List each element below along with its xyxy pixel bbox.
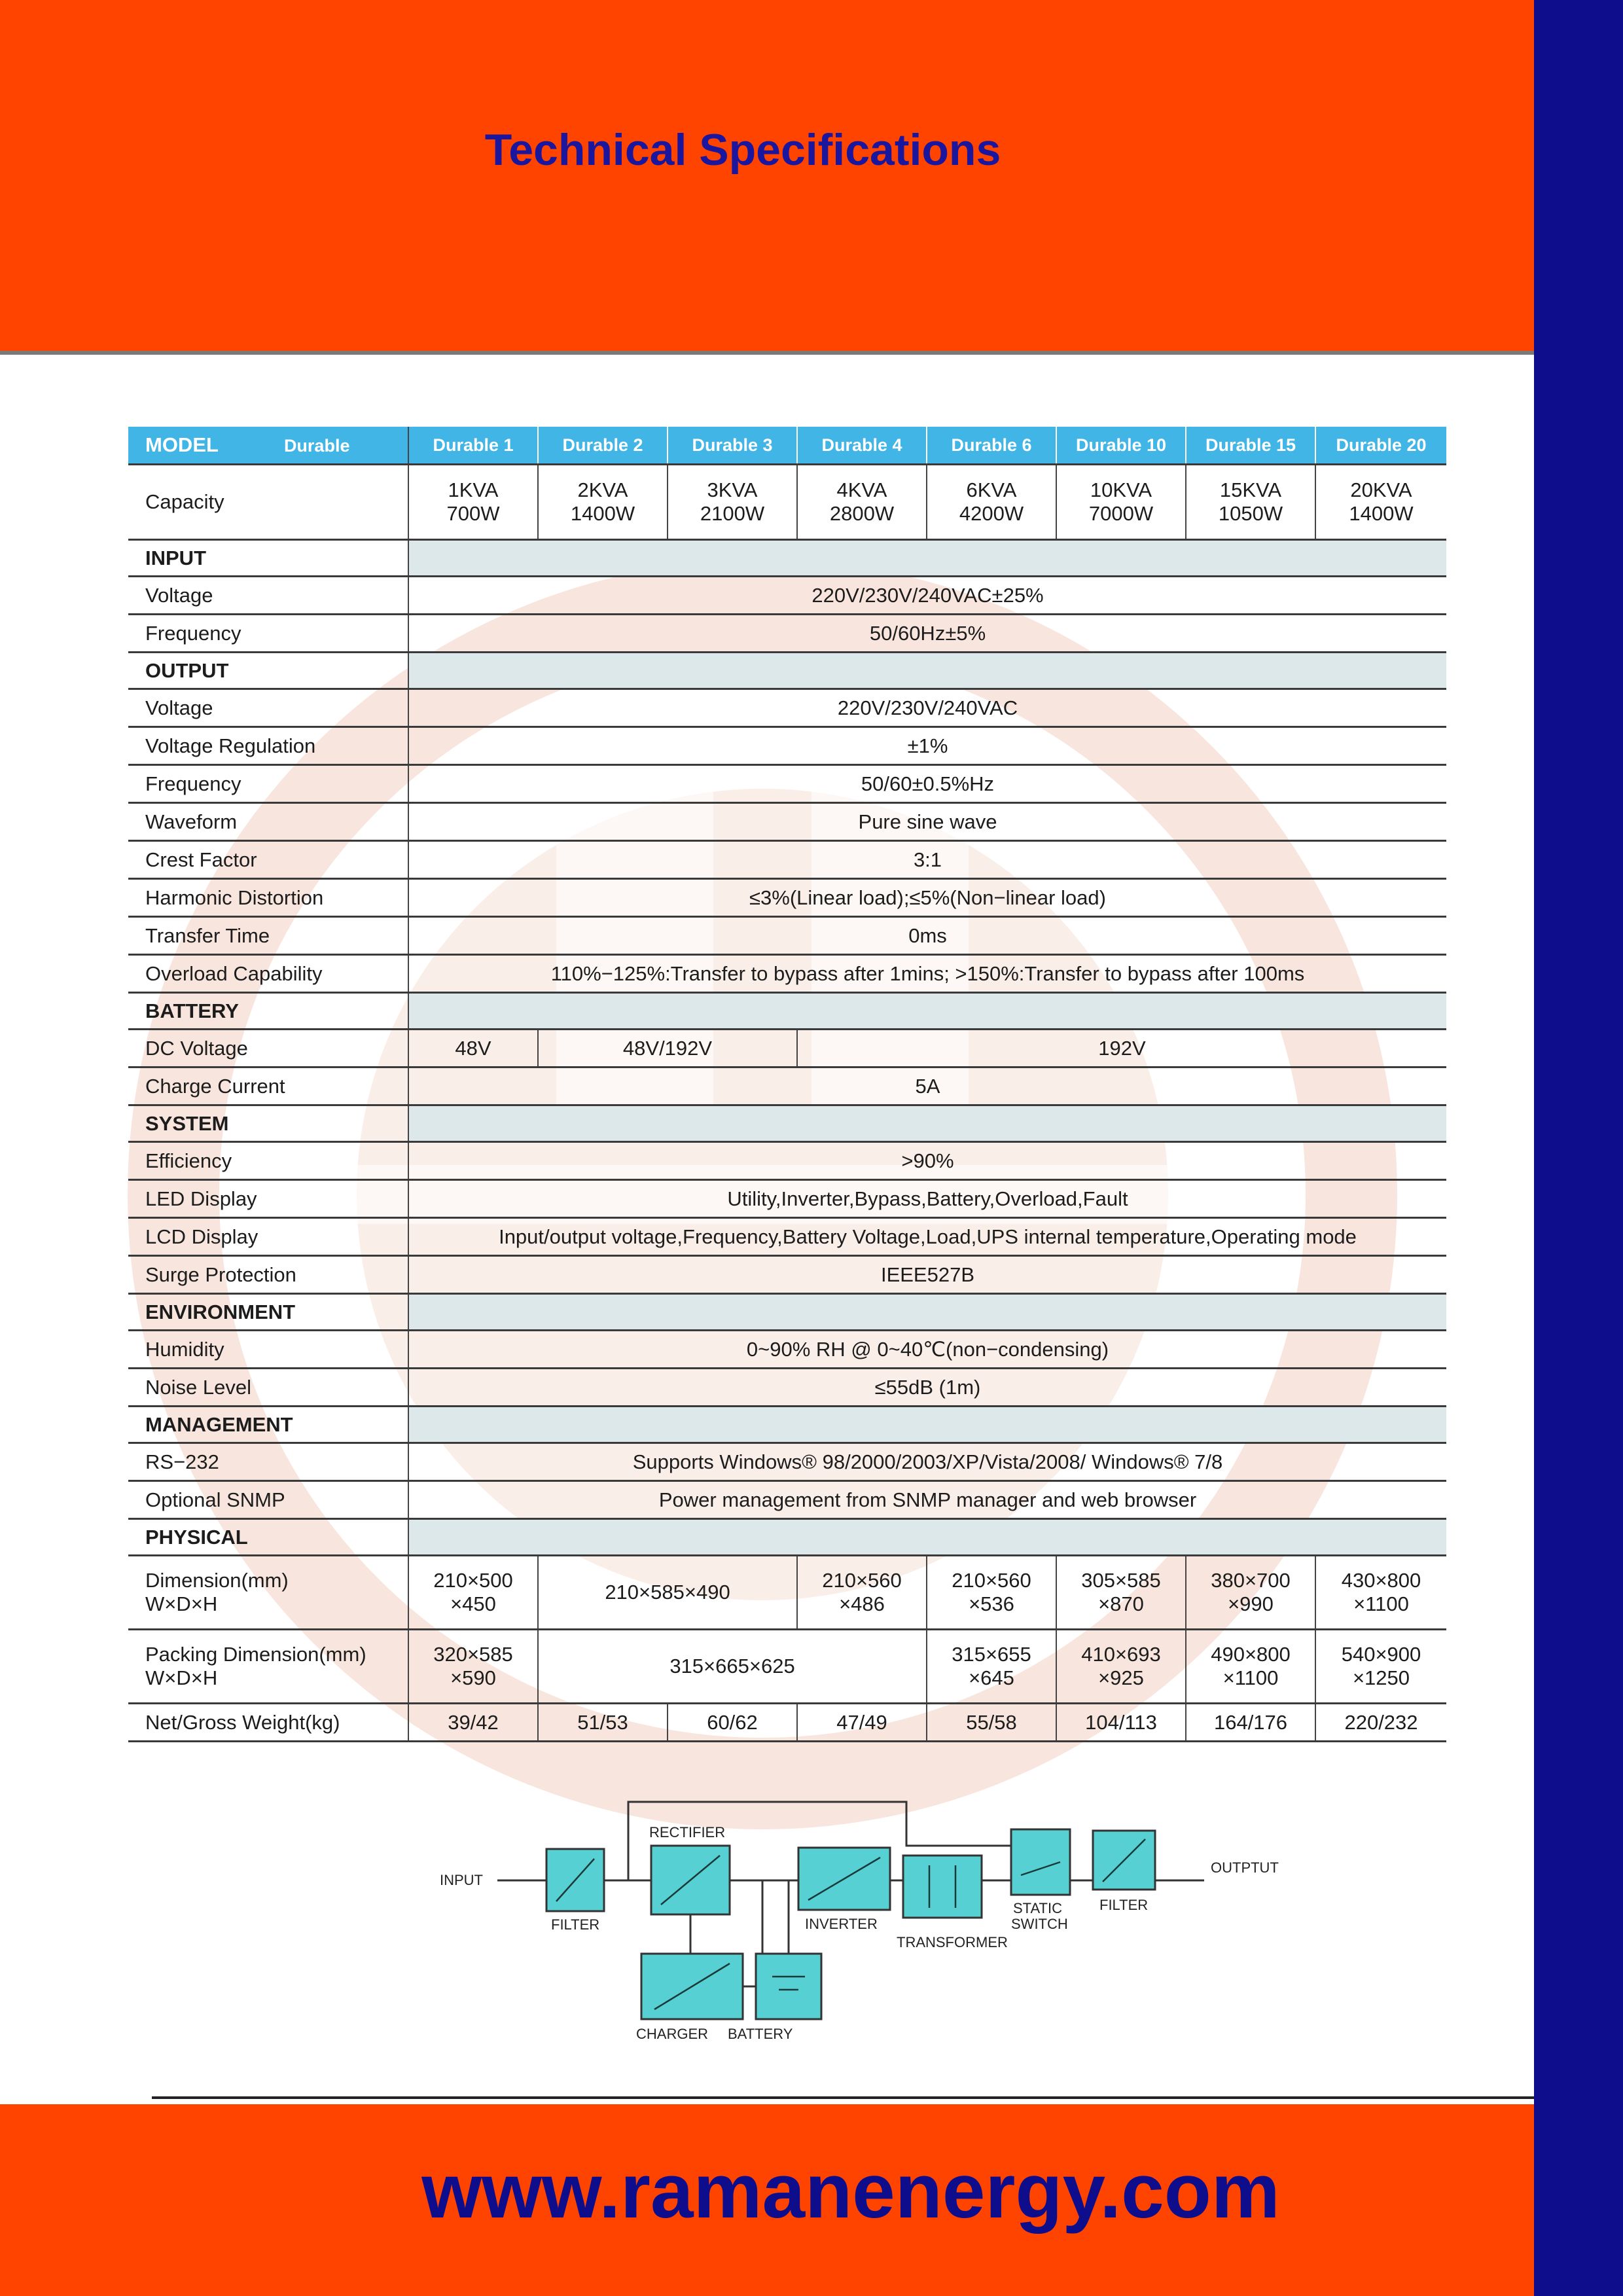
row-label: Voltage bbox=[128, 577, 408, 615]
model-cell: Durable 1 bbox=[408, 427, 538, 465]
row-value: 50/60±0.5%Hz bbox=[408, 765, 1446, 803]
model-cell: Durable 6 bbox=[927, 427, 1056, 465]
website-link[interactable]: www.ramanenergy.com bbox=[421, 2148, 1280, 2234]
diagram-label: STATIC bbox=[1013, 1900, 1062, 1916]
packing-value: 490×800 bbox=[1211, 1643, 1291, 1666]
row-value: Power management from SNMP manager and web browser bbox=[408, 1481, 1446, 1519]
row-label: RS−232 bbox=[128, 1443, 408, 1481]
dimension-value: 305×585 bbox=[1081, 1569, 1161, 1592]
diagram-label: BATTERY bbox=[728, 2026, 793, 2042]
top-banner bbox=[0, 0, 1534, 355]
diagram-label: OUTPTUT bbox=[1211, 1859, 1279, 1876]
row-label: Charge Current bbox=[128, 1067, 408, 1105]
diagram-label: FILTER bbox=[551, 1916, 600, 1933]
watt-value: 1050W bbox=[1218, 502, 1283, 525]
spec-row bbox=[128, 615, 1446, 653]
kva-value: 3KVA bbox=[707, 478, 758, 501]
row-label: Voltage Regulation bbox=[128, 727, 408, 765]
spec-row bbox=[128, 765, 1446, 803]
spec-row bbox=[128, 1331, 1446, 1369]
bottom-rule bbox=[152, 2096, 1534, 2099]
row-value: 5A bbox=[408, 1067, 1446, 1105]
row-label: Crest Factor bbox=[128, 841, 408, 879]
kva-value: 6KVA bbox=[966, 478, 1017, 501]
model-cell: Durable 15 bbox=[1186, 427, 1315, 465]
row-value: 0~90% RH @ 0~40℃(non−condensing) bbox=[408, 1331, 1446, 1369]
diagram-label: INPUT bbox=[440, 1872, 483, 1888]
watt-value: 1400W bbox=[570, 502, 635, 525]
static-switch-block bbox=[1011, 1829, 1070, 1895]
dimension-value: 210×585×490 bbox=[538, 1556, 797, 1630]
row-value: 3:1 bbox=[408, 841, 1446, 879]
spec-row bbox=[128, 879, 1446, 917]
spec-row bbox=[128, 841, 1446, 879]
row-value: ≤3%(Linear load);≤5%(Non−linear load) bbox=[408, 879, 1446, 917]
row-value: 110%−125%:Transfer to bypass after 1mins; >150%:Transfer to bypass after 100ms bbox=[408, 955, 1446, 993]
row-label: LCD Display bbox=[128, 1218, 408, 1256]
model-cell: Durable 3 bbox=[668, 427, 797, 465]
row-value: 48V/192V bbox=[538, 1030, 797, 1067]
row-label: Harmonic Distortion bbox=[128, 879, 408, 917]
kva-value: 20KVA bbox=[1350, 478, 1412, 501]
row-label: Transfer Time bbox=[128, 917, 408, 955]
packing-value: ×1250 bbox=[1352, 1666, 1410, 1689]
row-value: ±1% bbox=[408, 727, 1446, 765]
kva-value: 15KVA bbox=[1219, 478, 1282, 501]
spec-row bbox=[128, 1443, 1446, 1481]
spec-row bbox=[128, 803, 1446, 841]
row-value: 220V/230V/240VAC±25% bbox=[408, 577, 1446, 615]
section-label: OUTPUT bbox=[128, 653, 408, 689]
watt-value: 2800W bbox=[829, 502, 895, 525]
kva-value: 1KVA bbox=[448, 478, 499, 501]
row-value: IEEE527B bbox=[408, 1256, 1446, 1294]
packing-value: ×590 bbox=[450, 1666, 496, 1689]
weight-value: 51/53 bbox=[538, 1704, 668, 1742]
dimension-value: 210×500 bbox=[433, 1569, 513, 1592]
row-label: Surge Protection bbox=[128, 1256, 408, 1294]
row-label-sub: W×D×H bbox=[145, 1592, 218, 1615]
spec-row bbox=[128, 1067, 1446, 1105]
dimension-value: 210×560 bbox=[952, 1569, 1031, 1592]
ups-block-diagram bbox=[432, 1790, 1302, 2052]
diagram-label: SWITCH bbox=[1011, 1916, 1068, 1932]
row-label: Voltage bbox=[128, 689, 408, 727]
section-row-system bbox=[128, 1105, 1446, 1142]
packing-value: ×1100 bbox=[1222, 1666, 1279, 1689]
diagram-label: INVERTER bbox=[805, 1916, 878, 1932]
section-row-battery bbox=[128, 993, 1446, 1030]
section-label: BATTERY bbox=[128, 993, 408, 1030]
packing-value: ×645 bbox=[969, 1666, 1014, 1689]
dimension-value: ×536 bbox=[969, 1592, 1014, 1615]
series-label: Durable bbox=[283, 435, 350, 456]
side-bar bbox=[1534, 0, 1623, 2296]
spec-row bbox=[128, 1180, 1446, 1218]
row-value: Pure sine wave bbox=[408, 803, 1446, 841]
section-row-output bbox=[128, 653, 1446, 689]
row-label: Waveform bbox=[128, 803, 408, 841]
row-label: Efficiency bbox=[128, 1142, 408, 1180]
kva-value: 10KVA bbox=[1090, 478, 1152, 501]
spec-row-dimension bbox=[128, 1556, 1446, 1630]
watt-value: 7000W bbox=[1088, 502, 1154, 525]
row-label: Frequency bbox=[128, 765, 408, 803]
row-label: Noise Level bbox=[128, 1369, 408, 1407]
row-value: Supports Windows® 98/2000/2003/XP/Vista/2008/ Windows® 7/8 bbox=[408, 1443, 1446, 1481]
watt-value: 2100W bbox=[700, 502, 765, 525]
model-cell: Durable 20 bbox=[1315, 427, 1446, 465]
section-label: PHYSICAL bbox=[128, 1519, 408, 1556]
transformer-block bbox=[903, 1856, 982, 1918]
spec-row bbox=[128, 1030, 1446, 1067]
dimension-value: ×450 bbox=[450, 1592, 496, 1615]
battery-block bbox=[756, 1954, 821, 2019]
kva-value: 4KVA bbox=[836, 478, 887, 501]
weight-value: 164/176 bbox=[1186, 1704, 1315, 1742]
section-row-physical bbox=[128, 1519, 1446, 1556]
row-label: Optional SNMP bbox=[128, 1481, 408, 1519]
weight-value: 60/62 bbox=[668, 1704, 797, 1742]
spec-row bbox=[128, 1369, 1446, 1407]
spec-row bbox=[128, 577, 1446, 615]
packing-value: 410×693 bbox=[1081, 1643, 1161, 1666]
spec-row bbox=[128, 917, 1446, 955]
section-label: ENVIRONMENT bbox=[128, 1294, 408, 1331]
weight-value: 220/232 bbox=[1315, 1704, 1446, 1742]
spec-row bbox=[128, 727, 1446, 765]
spec-row bbox=[128, 1256, 1446, 1294]
dimension-value: 430×800 bbox=[1341, 1569, 1421, 1592]
spec-table bbox=[128, 427, 1446, 1742]
row-value: 48V bbox=[408, 1030, 538, 1067]
model-cell: Durable 10 bbox=[1056, 427, 1186, 465]
section-row-input bbox=[128, 540, 1446, 577]
row-value: 0ms bbox=[408, 917, 1446, 955]
model-cell: Durable 2 bbox=[538, 427, 668, 465]
spec-row bbox=[128, 1481, 1446, 1519]
weight-value: 47/49 bbox=[797, 1704, 927, 1742]
row-label: Frequency bbox=[128, 615, 408, 653]
weight-value: 55/58 bbox=[927, 1704, 1056, 1742]
spec-row bbox=[128, 689, 1446, 727]
row-value: 50/60Hz±5% bbox=[408, 615, 1446, 653]
row-value: ≤55dB (1m) bbox=[408, 1369, 1446, 1407]
dimension-value: ×870 bbox=[1098, 1592, 1144, 1615]
diagram-label: CHARGER bbox=[636, 2026, 709, 2042]
packing-value: ×925 bbox=[1098, 1666, 1144, 1689]
row-value: 192V bbox=[797, 1030, 1446, 1067]
spec-row bbox=[128, 1218, 1446, 1256]
row-label-sub: W×D×H bbox=[145, 1666, 218, 1689]
kva-value: 2KVA bbox=[577, 478, 628, 501]
dimension-value: 210×560 bbox=[822, 1569, 902, 1592]
spec-row bbox=[128, 955, 1446, 993]
row-label: Capacity bbox=[128, 465, 408, 540]
row-label: Dimension(mm) bbox=[145, 1569, 289, 1592]
packing-value: 320×585 bbox=[433, 1643, 513, 1666]
page-title: Technical Specifications bbox=[484, 125, 1001, 175]
row-label: DC Voltage bbox=[128, 1030, 408, 1067]
packing-value: 315×665×625 bbox=[538, 1630, 927, 1704]
row-label: Net/Gross Weight(kg) bbox=[128, 1704, 408, 1742]
packing-value: 540×900 bbox=[1341, 1643, 1421, 1666]
diagram-label: TRANSFORMER bbox=[897, 1934, 1008, 1950]
row-value: 220V/230V/240VAC bbox=[408, 689, 1446, 727]
dimension-value: ×486 bbox=[839, 1592, 885, 1615]
row-value: Utility,Inverter,Bypass,Battery,Overload,Fault bbox=[408, 1180, 1446, 1218]
row-label: Humidity bbox=[128, 1331, 408, 1369]
section-label: INPUT bbox=[128, 540, 408, 577]
model-header-row bbox=[128, 427, 1446, 465]
capacity-row bbox=[128, 465, 1446, 540]
section-label: SYSTEM bbox=[128, 1105, 408, 1142]
model-label: MODEL bbox=[145, 433, 219, 456]
packing-value: 315×655 bbox=[952, 1643, 1031, 1666]
weight-value: 104/113 bbox=[1056, 1704, 1186, 1742]
section-label: MANAGEMENT bbox=[128, 1407, 408, 1443]
dimension-value: ×990 bbox=[1228, 1592, 1274, 1615]
row-label: Packing Dimension(mm) bbox=[145, 1643, 366, 1666]
watt-value: 700W bbox=[446, 502, 500, 525]
watt-value: 1400W bbox=[1349, 502, 1414, 525]
row-value: >90% bbox=[408, 1142, 1446, 1180]
diagram-label: FILTER bbox=[1099, 1897, 1149, 1913]
dimension-value: 380×700 bbox=[1211, 1569, 1291, 1592]
model-cell: Durable 4 bbox=[797, 427, 927, 465]
dimension-value: ×1100 bbox=[1353, 1592, 1409, 1615]
diagram-label: RECTIFIER bbox=[649, 1824, 726, 1840]
section-row-management bbox=[128, 1407, 1446, 1443]
spec-row-weight bbox=[128, 1704, 1446, 1742]
row-label: Overload Capability bbox=[128, 955, 408, 993]
spec-row-packing bbox=[128, 1630, 1446, 1704]
weight-value: 39/42 bbox=[408, 1704, 538, 1742]
spec-row bbox=[128, 1142, 1446, 1180]
row-value: Input/output voltage,Frequency,Battery Voltage,Load,UPS internal temperature,Operating mode bbox=[408, 1218, 1446, 1256]
watt-value: 4200W bbox=[959, 502, 1024, 525]
row-label: LED Display bbox=[128, 1180, 408, 1218]
section-row-environment bbox=[128, 1294, 1446, 1331]
